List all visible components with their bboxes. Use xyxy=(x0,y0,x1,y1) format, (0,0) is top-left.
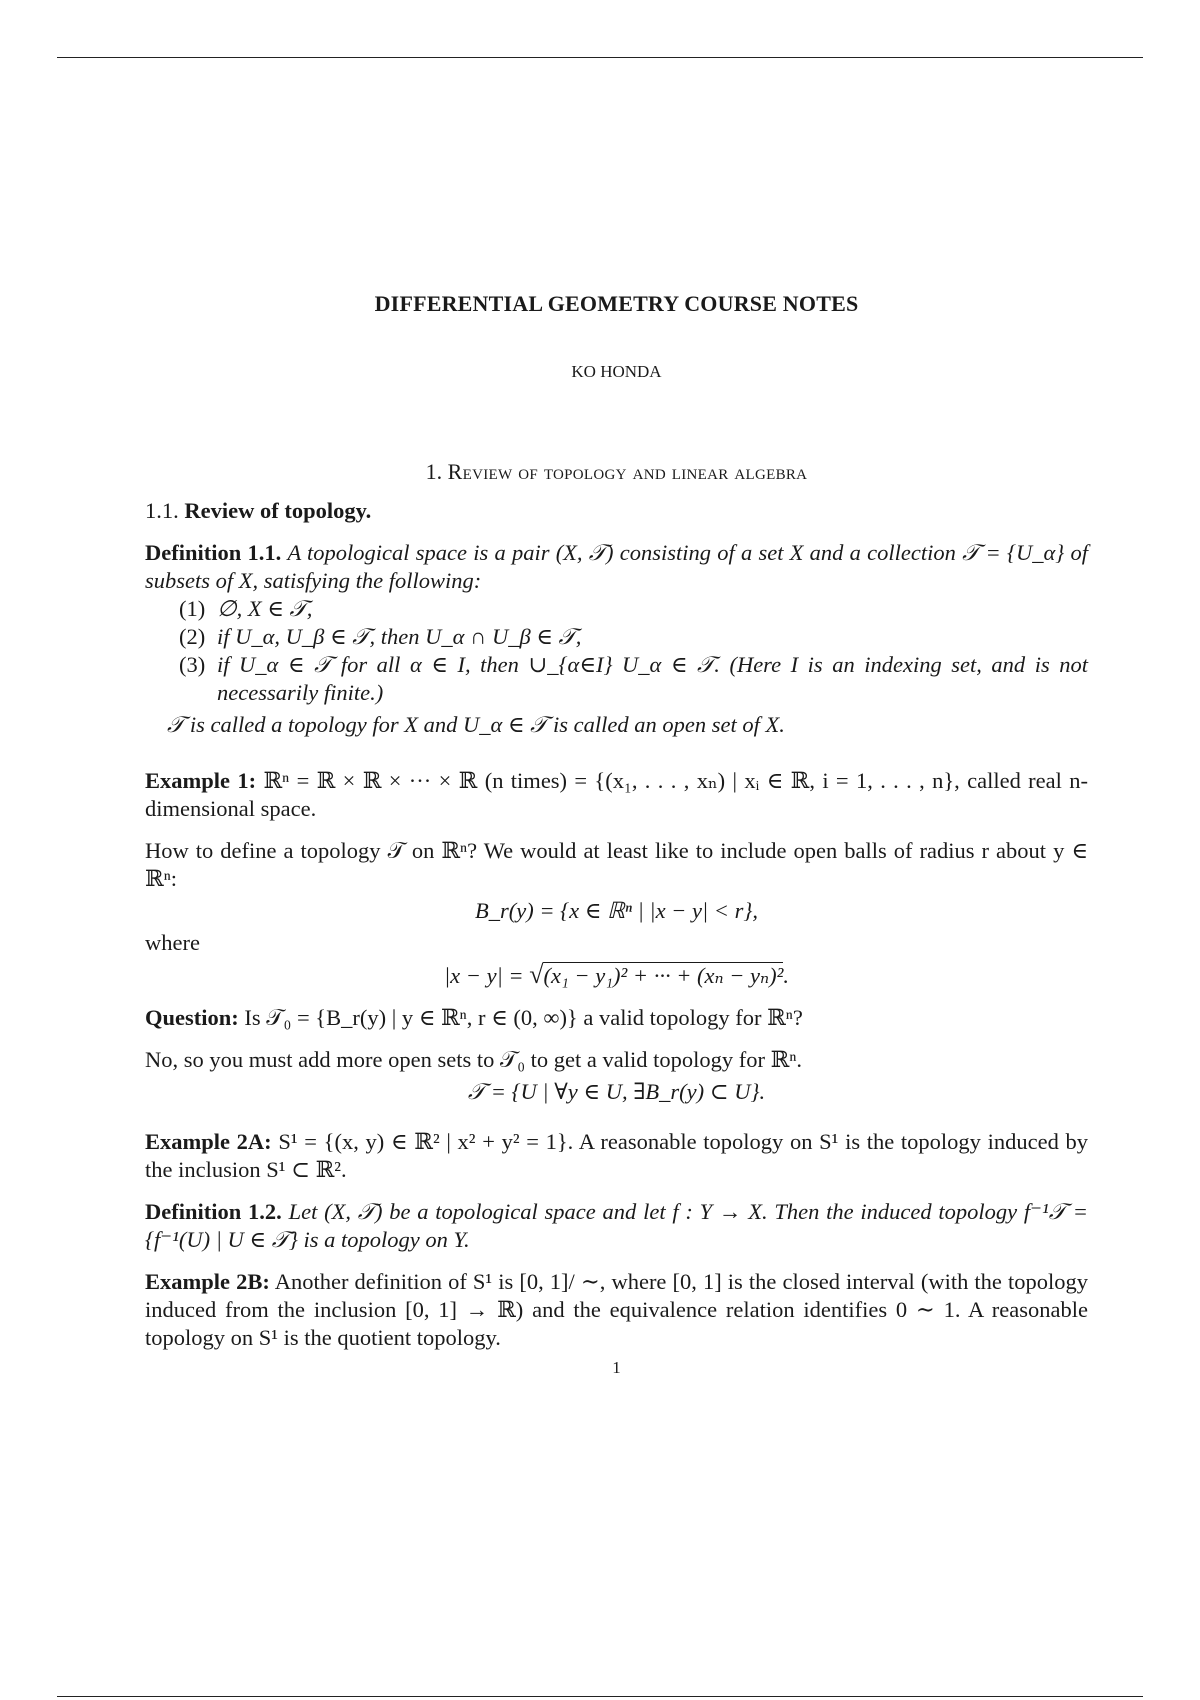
question-label: Question: xyxy=(145,1005,239,1030)
example-text: Another definition of S¹ is [0, 1]/ ∼, where [0, 1] is the closed interval (with the topology induced from the inclusion [0, 1] → ℝ) and the equivalence relation identifies 0 ∼ 1. A reasonable topology on S¹ is the quotient topology. xyxy=(145,1269,1088,1350)
topology-question-paragraph: How to define a topology 𝒯 on ℝⁿ? We would at least like to include open balls of radius r about y ∈ ℝⁿ: xyxy=(145,838,1088,891)
definition-1-1 xyxy=(145,539,1088,595)
topology-equation: 𝒯 = {U | ∀y ∈ U, ∃B_r(y) ⊂ U}. xyxy=(467,1079,766,1104)
example-1 xyxy=(145,767,1088,823)
ball-equation: B_r(y) = {x ∈ ℝⁿ | |x − y| < r}, xyxy=(475,898,758,923)
document-body xyxy=(145,497,1088,1382)
section-number: 1. xyxy=(425,459,443,484)
example-text: ℝⁿ = ℝ × ℝ × ··· × ℝ (n times) = {(x₁, . . . , xₙ) | xᵢ ∈ ℝ, i = 1, . . . , n}, called real n-dimensional space. xyxy=(145,768,1088,821)
question-paragraph xyxy=(145,1004,1088,1032)
where-label: where xyxy=(145,930,200,955)
axiom-item xyxy=(179,651,1088,707)
definition-label: Definition 1.2. xyxy=(145,1199,282,1224)
definition-1-2 xyxy=(145,1198,1088,1254)
example-text: S¹ = {(x, y) ∈ ℝ² | x² + y² = 1}. A reasonable topology on S¹ is the topology induced by the inclusion S¹ ⊂ ℝ². xyxy=(145,1129,1089,1182)
axiom-number: (3) xyxy=(179,652,206,677)
question-text: Is 𝒯₀ = {B_r(y) | y ∈ ℝⁿ, r ∈ (0, ∞)} a valid topology for ℝⁿ? xyxy=(244,1005,803,1030)
axiom-text: ∅, X ∈ 𝒯, xyxy=(217,596,313,621)
page-number: 1 xyxy=(612,1358,621,1377)
example-label: Example 2B: xyxy=(145,1269,270,1294)
axiom-item xyxy=(179,623,1088,651)
sqrt-symbol: √ xyxy=(529,960,544,989)
example-2b xyxy=(145,1268,1088,1352)
axiom-text: if U_α ∈ 𝒯 for all α ∈ I, then ∪_{α∈I} U_α ∈ 𝒯. (Here I is an indexing set, and is not necessarily finite.) xyxy=(217,652,1088,705)
axiom-number: (1) xyxy=(179,596,206,621)
header-rule xyxy=(57,57,1143,58)
axiom-item xyxy=(179,595,1088,623)
subsection-title: Review of topology. xyxy=(184,498,372,523)
norm-end: . xyxy=(783,963,790,988)
section-heading xyxy=(145,458,1088,486)
definition-axioms xyxy=(145,595,1088,707)
definition-closing: 𝒯 is called a topology for X and U_α ∈ 𝒯 is called an open set of X. xyxy=(167,712,785,737)
definition-text: A topological space is a pair (X, 𝒯) consisting of a set X and a collection 𝒯 = {U_α} of subsets of X, satisfying the following: xyxy=(145,540,1088,593)
answer-paragraph: No, so you must add more open sets to 𝒯₀ to get a valid topology for ℝⁿ. xyxy=(145,1047,803,1072)
definition-label: Definition 1.1. xyxy=(145,540,282,565)
footer-rule xyxy=(57,1696,1143,1697)
axiom-text: if U_α, U_β ∈ 𝒯, then U_α ∩ U_β ∈ 𝒯, xyxy=(217,624,582,649)
author-name: KO HONDA xyxy=(571,362,662,381)
example-label: Example 2A: xyxy=(145,1129,272,1154)
norm-radicand: (x₁ − y₁)² + ··· + (xₙ − yₙ)² xyxy=(543,963,784,988)
section-title: Review of topology and linear algebra xyxy=(447,459,808,484)
example-label: Example 1: xyxy=(145,768,257,793)
subsection-number: 1.1. xyxy=(145,498,179,523)
subsection-heading xyxy=(145,497,1088,525)
document-title: DIFFERENTIAL GEOMETRY COURSE NOTES xyxy=(374,291,859,316)
example-2a xyxy=(145,1128,1088,1184)
axiom-number: (2) xyxy=(179,624,206,649)
norm-equation xyxy=(145,961,1088,990)
definition-text: Let (X, 𝒯) be a topological space and let f : Y → X. Then the induced topology f⁻¹𝒯 = {f⁻¹(U) | U ∈ 𝒯} is a topology on Y. xyxy=(145,1199,1088,1252)
norm-lhs: |x − y| = xyxy=(443,963,530,988)
